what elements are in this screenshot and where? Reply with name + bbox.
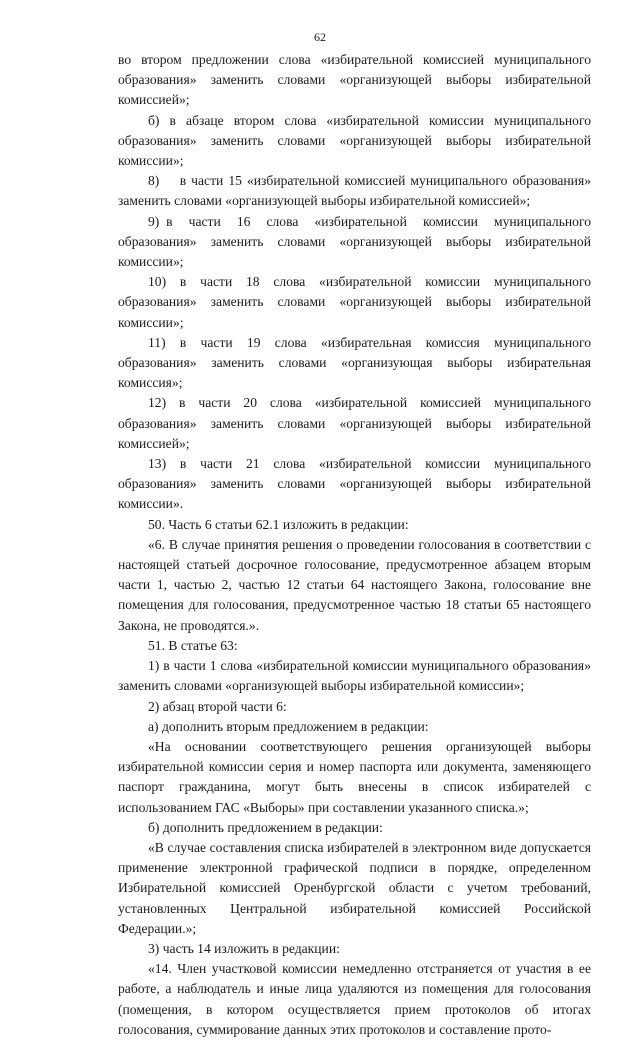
- paragraph: 8) в части 15 «избирательной комиссией муниципального образования» заменить словами «организующей выборы избирательной комиссией»;: [118, 173, 591, 209]
- paragraph: 13) в части 21 слова «избирательной комиссии муниципального образования» заменить словами «организующей выборы избирательной комиссии».: [118, 456, 591, 512]
- paragraph: 9) в части 16 слова «избирательной комиссии муниципального образования» заменить словами «организующей выборы избирательной комиссии»;: [118, 213, 591, 270]
- paragraph: 1) в части 1 слова «избирательной комиссии муниципального образования» заменить словами «организующей выборы избирательной комиссии»;: [118, 658, 591, 694]
- paragraph: б) в абзаце втором слова «избирательной комиссии муниципального образования» заменить словами «организующей выборы избирательной комиссии»;: [118, 112, 591, 169]
- paragraph: 3) часть 14 изложить в редакции:: [148, 940, 340, 956]
- paragraph: 11) в части 19 слова «избирательная комиссия муниципального образования» заменить словами «организующая выборы избирательная комиссия»;: [118, 334, 591, 391]
- paragraph: б) дополнить предложением в редакции:: [148, 819, 383, 835]
- paragraph: 10) в части 18 слова «избирательной комиссии муниципального образования» заменить словами «организующей выборы избирательной комиссии»;: [118, 274, 591, 330]
- paragraph: а) дополнить вторым предложением в редакции:: [148, 718, 429, 734]
- paragraph: 2) абзац второй части 6:: [148, 698, 287, 714]
- paragraph: 50. Часть 6 статьи 62.1 изложить в редакции:: [148, 516, 409, 532]
- paragraph: 51. В статье 63:: [148, 637, 238, 653]
- paragraph: 12) в части 20 слова «избирательной комиссией муниципального образования» заменить словами «организующей выборы избирательной комиссией»;: [118, 395, 591, 451]
- paragraph: «На основании соответствующего решения организующей выборы избирательной комиссии серия и номер паспорта или документа, заменяющего паспорт гражданина, могут быть внесены в список избирателей с использованием ГАС «Выборы» при составлении указанного списка.»;: [118, 738, 591, 815]
- paragraph: «6. В случае принятия решения о проведении голосования в соответствии с настоящей статьей досрочное голосование, предусмотренное абзацем вторым части 1, частью 2, частью 12 статьи 64 настоящего Закона, голосование вне помещения для голосования, предусмотренное частью 18 статьи 65 настоящего Закона, не проводятся.».: [118, 536, 591, 633]
- document-body: [118, 50, 591, 1040]
- page-number: 62: [314, 30, 326, 44]
- paragraph: «В случае составления списка избирателей в электронном виде допускается применение электронной графической подписи в порядке, определенном Избирательной комиссией Оренбургской области с учетом требований, установленных Центральной избирательной комиссией Российской Федерации.»;: [118, 839, 591, 936]
- paragraph: во втором предложении слова «избирательной комиссией муниципального образования» заменить словами «организующей выборы избирательной комиссией»;: [118, 52, 591, 108]
- paragraph: «14. Член участковой комиссии немедленно отстраняется от участия в ее работе, а наблюдатель и иные лица удаляются из помещения для голосования (помещения, в котором осуществляется прием протоколов об итогах голосования, суммирование данных этих протоколов и составление прото-: [118, 961, 591, 1037]
